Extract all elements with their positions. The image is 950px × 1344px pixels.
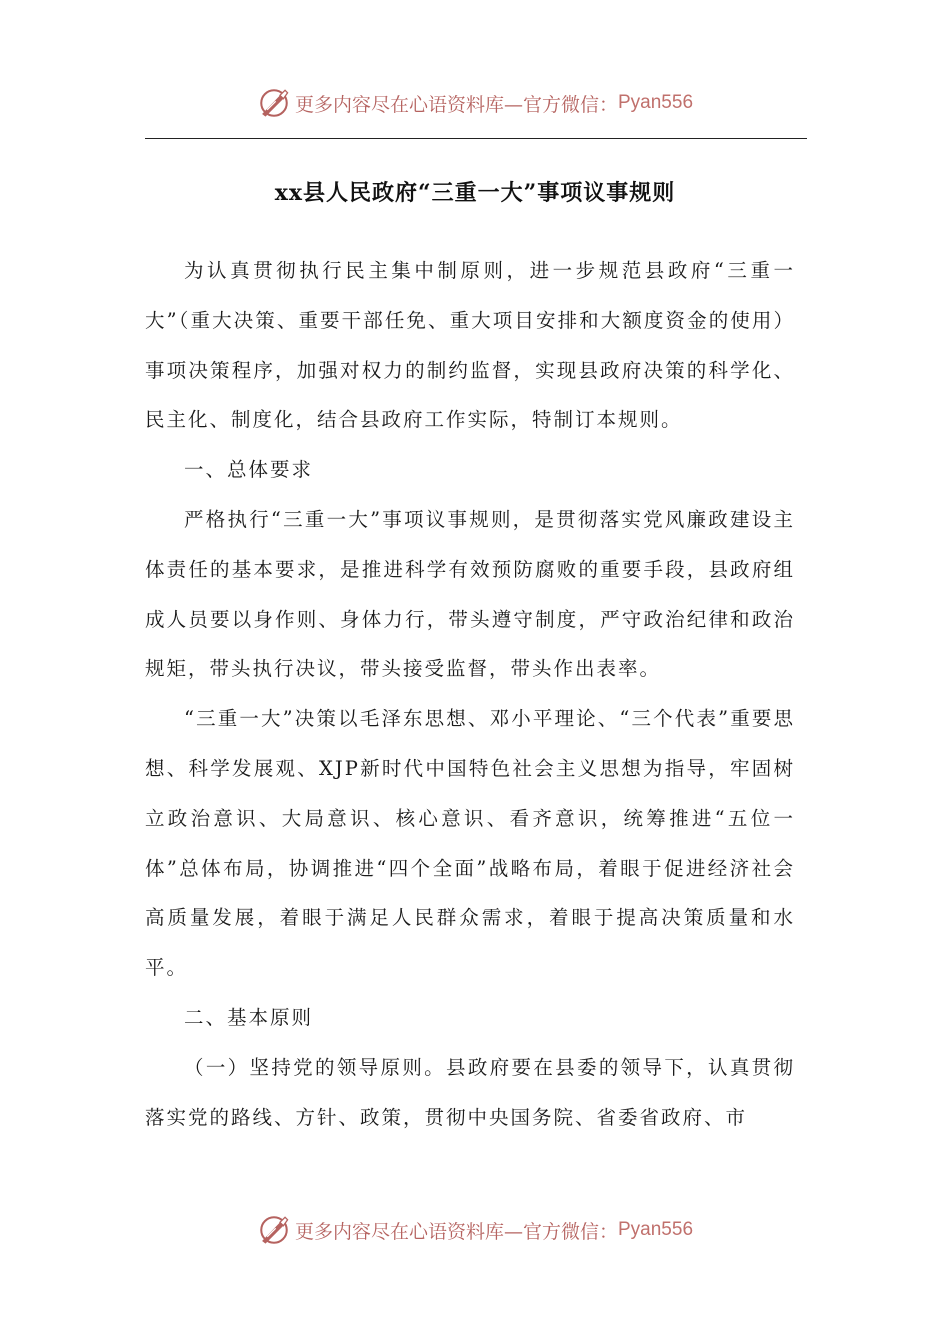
- body-paragraph: （一）坚持党的领导原则。县政府要在县委的领导下，认真贯彻落实党的路线、方针、政策，贯彻中央国务院、省委省政府、市: [145, 1055, 795, 1129]
- document-body: [145, 246, 795, 1142]
- body-paragraph: “三重一大”决策以毛泽东思想、邓小平理论、“三个代表”重要思想、科学发展观、XJP新时代中国特色社会主义思想为指导，牢固树立政治意识、大局意识、核心意识、看齐意识，统筹推进“五位一体”总体布局，协调推进“四个全面”战略布局，着眼于促进经济社会高质量发展，着眼于满足人民群众需求，着眼于提高决策质量和水平。: [145, 707, 795, 980]
- header-divider: [145, 138, 807, 139]
- header-banner-text: 更多内容尽在心语资料库—官方微信：: [294, 93, 618, 116]
- pen-nib-logo-icon: [257, 1213, 291, 1247]
- section-heading: 二、基本原则: [184, 1005, 314, 1029]
- footer-banner-text: 更多内容尽在心语资料库—官方微信：: [294, 1220, 618, 1243]
- document-title: xx县人民政府“三重一大”事项议事规则: [274, 180, 676, 206]
- body-paragraph: 严格执行“三重一大”事项议事规则，是贯彻落实党风廉政建设主体责任的基本要求，是推进科学有效预防腐败的重要手段，县政府组成人员要以身作则、身体力行，带头遵守制度，严守政治纪律和政治规矩，带头执行决议，带头接受监督，带头作出表率。: [145, 507, 795, 681]
- header-banner: [0, 83, 950, 123]
- section-heading: 一、总体要求: [184, 458, 314, 482]
- header-banner-handle: Pyan556: [618, 92, 694, 113]
- footer-banner-handle: Pyan556: [618, 1219, 694, 1240]
- footer-banner: [0, 1210, 950, 1250]
- body-paragraph: 为认真贯彻执行民主集中制原则，进一步规范县政府“三重一大”（重大决策、重要干部任免、重大项目安排和大额度资金的使用）事项决策程序，加强对权力的制约监督，实现县政府决策的科学化、民主化、制度化，结合县政府工作实际，特制订本规则。: [145, 259, 795, 432]
- pen-nib-logo-icon: [257, 86, 291, 120]
